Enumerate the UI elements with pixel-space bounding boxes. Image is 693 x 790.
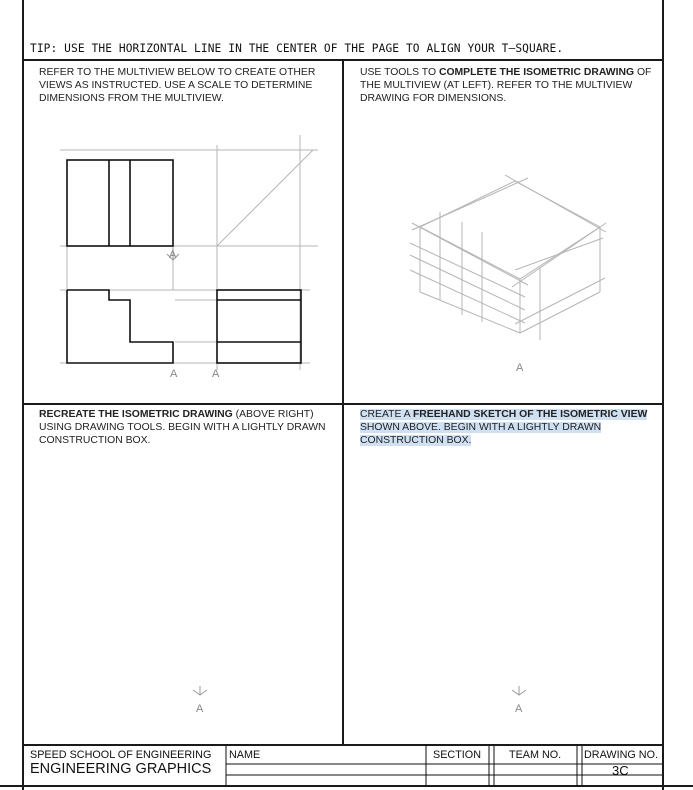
course-name: ENGINEERING GRAPHICS [30, 761, 212, 777]
multiview-front-view [67, 290, 173, 363]
section-label: SECTION [433, 749, 481, 761]
marker-a-bottom-right: A [515, 703, 523, 715]
bottom-right-text-bold: FREEHAND SKETCH OF THE ISOMETRIC VIEW [412, 409, 648, 420]
tip-text: TIP: USE THE HORIZONTAL LINE IN THE CENTER OF THE PAGE TO ALIGN YOUR T—SQUARE. [30, 42, 564, 55]
multiview-construction-lines [60, 135, 318, 370]
drawing-label: DRAWING NO. [584, 749, 658, 761]
school-name: SPEED SCHOOL OF ENGINEERING [30, 749, 212, 761]
multiview-side-view [217, 290, 301, 363]
multiview-top-view [67, 160, 173, 246]
drawing-number: 3C [612, 763, 629, 778]
top-right-text-1: USE TOOLS TO [360, 67, 439, 78]
marker-a-isometric: A [516, 362, 524, 374]
bottom-left-text-bold: RECREATE THE ISOMETRIC DRAWING [39, 409, 233, 420]
top-left-text: REFER TO THE MULTIVIEW BELOW TO CREATE OTHER VIEWS AS INSTRUCTED. USE A SCALE TO DETERMINE DIMENSIONS FROM THE MULTIVIEW. [39, 67, 316, 104]
top-right-text-bold: COMPLETE THE ISOMETRIC DRAWING [438, 67, 635, 78]
bottom-right-text-1: CREATE A [360, 409, 413, 420]
name-label: NAME [229, 749, 261, 761]
bottom-left-text: (ABOVE RIGHT) USING DRAWING TOOLS. BEGIN WITH A LIGHTLY DRAWN CONSTRUCTION BOX. [39, 409, 326, 446]
bottom-right-text-2: SHOWN ABOVE. BEGIN WITH A LIGHTLY DRAWN CONSTRUCTION BOX. [360, 422, 602, 446]
top-right-text-2: OF THE MULTIVIEW (AT LEFT). REFER TO THE MULTIVIEW DRAWING FOR DIMENSIONS. [360, 67, 652, 104]
marker-a-bottom-left: A [196, 703, 204, 715]
marker-a-front-view: A [170, 368, 178, 380]
view-direction-arrows [167, 248, 526, 695]
team-label: TEAM NO. [509, 749, 562, 761]
isometric-construction-box [410, 175, 606, 340]
marker-a-side-view: A [212, 368, 220, 380]
marker-a-top-view: A [169, 249, 177, 261]
